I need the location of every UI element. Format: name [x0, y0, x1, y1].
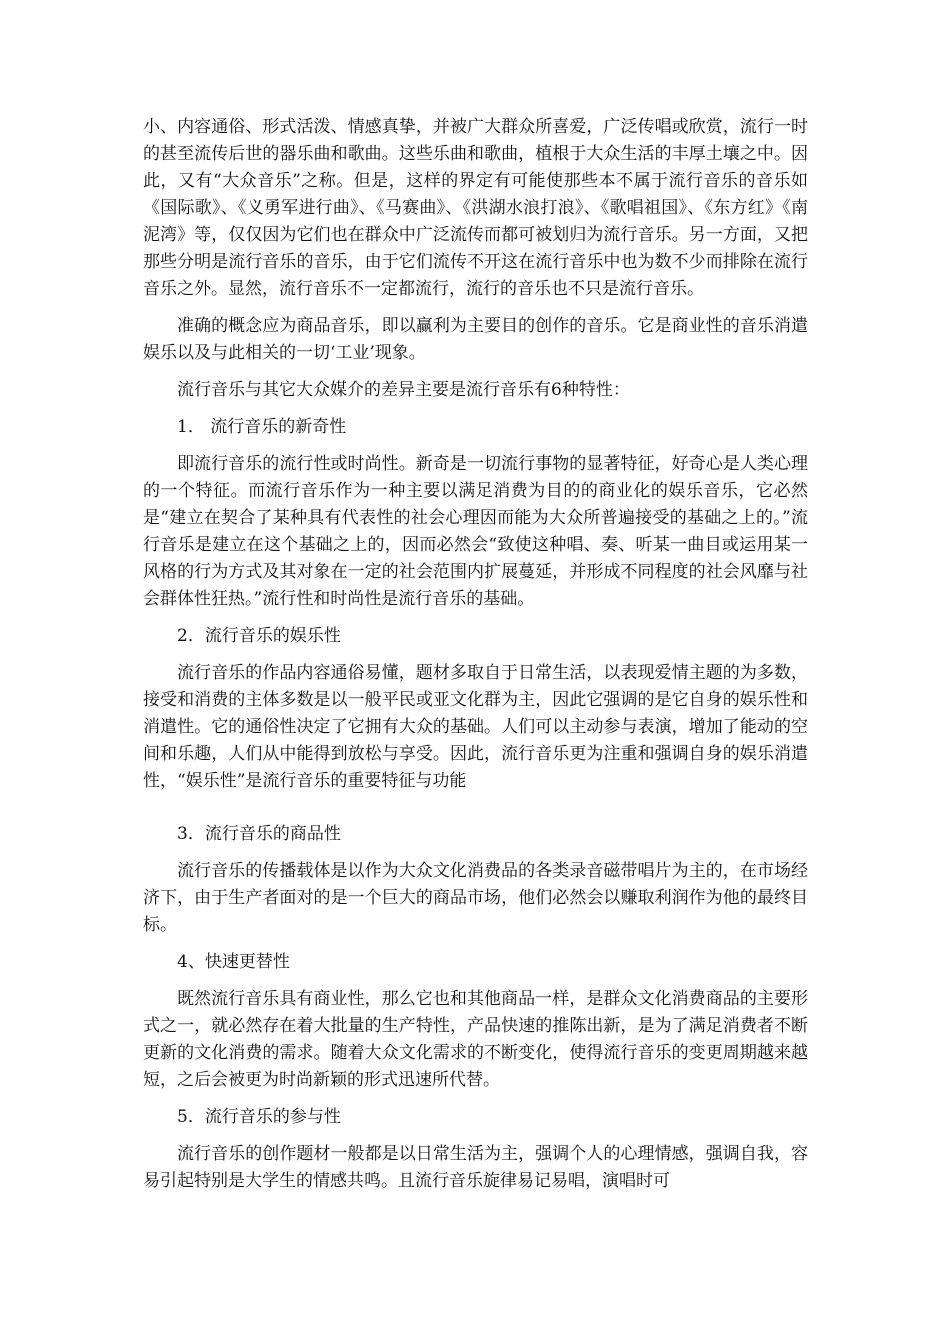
heading-participation: 5．流行音乐的参与性: [177, 1107, 341, 1127]
heading-entertainment: 2．流行音乐的娱乐性: [177, 626, 341, 646]
paragraph-novelty: 即流行音乐的流行性或时尚性。新奇是一切流行事物的显著特征，好奇心是人类心理的一个特征。而流行音乐作为一种主要以满足消费为目的的商业化的娱乐音乐，它必然是“建立在契合了某种具有代表性的社会心理因而能为大众所普遍接受的基础之上的。”流行音乐是建立在这个基础之上的，因而必然会“致使这种唱、奏、听某一曲目或运用某一风格的行为方式及其对象在一定的社会范围内扩展蔓延，并形成不同程度的社会风靡与社会群体性狂热。”流行性和时尚性是流行音乐的基础。: [143, 454, 808, 609]
paragraph-definition: 小、内容通俗、形式活泼、情感真挚，并被广大群众所喜爱，广泛传唱或欣赏，流行一时的甚至流传后世的器乐曲和歌曲。这些乐曲和歌曲，植根于大众生活的丰厚土壤之中。因此，又有“大众音乐”之称。但是，这样的界定有可能使那些本不属于流行音乐的音乐如《国际歌》、《义勇军进行曲》、《马赛曲》、《洪湖水浪打浪》、《歌唱祖国》、《东方红》《南泥湾》等，仅仅因为它们也在群众中广泛流传而都可被划归为流行音乐。另一方面，又把那些分明是流行音乐的音乐，由于它们流传不开这在流行音乐中也为数不少而排除在流行音乐之外。显然，流行音乐不一定都流行，流行的音乐也不只是流行音乐。: [143, 117, 808, 299]
paragraph-entertainment: 流行音乐的作品内容通俗易懂，题材多取自于日常生活，以表现爱情主题的为多数，接受和消费的主体多数是以一般平民或亚文化群为主，因此它强调的是它自身的娱乐性和消遣性。它的通俗性决定了它拥有大众的基础。人们可以主动参与表演，增加了能动的空间和乐趣，人们从中能得到放松与享受。因此，流行音乐更为注重和强调自身的娱乐消遣性，“娱乐性”是流行音乐的重要特征与功能: [143, 663, 808, 791]
paragraph-commodity: 流行音乐的传播载体是以作为大众文化消费品的各类录音磁带唱片为主的，在市场经济下，由于生产者面对的是一个巨大的商品市场，他们必然会以赚取利润作为他的最终目标。: [143, 861, 808, 935]
heading-commodity: 3．流行音乐的商品性: [177, 824, 341, 844]
document-page: [143, 114, 808, 1205]
heading-novelty: 1． 流行音乐的新奇性: [177, 417, 347, 437]
heading-rapid-replacement: 4、快速更替性: [177, 952, 290, 972]
paragraph-six-traits: 流行音乐与其它大众媒介的差异主要是流行音乐有6种特性：: [177, 380, 630, 400]
paragraph-rapid-replacement: 既然流行音乐具有商业性，那么它也和其他商品一样，是群众文化消费商品的主要形式之一，就必然存在着大批量的生产特性，产品快速的推陈出新，是为了满足消费者不断更新的文化消费的需求。随着大众文化需求的不断变化，使得流行音乐的变更周期越来越短，之后会被更为时尚新颖的形式迅速所代替。: [143, 989, 808, 1090]
paragraph-concept: 准确的概念应为商品音乐，即以赢利为主要目的创作的音乐。它是商业性的音乐消遣娱乐以及与此相关的一切‘工业’现象。: [143, 316, 808, 363]
paragraph-participation: 流行音乐的创作题材一般都是以日常生活为主，强调个人的心理情感，强调自我，容易引起特别是大学生的情感共鸣。且流行音乐旋律易记易唱，演唱时可: [143, 1144, 808, 1191]
